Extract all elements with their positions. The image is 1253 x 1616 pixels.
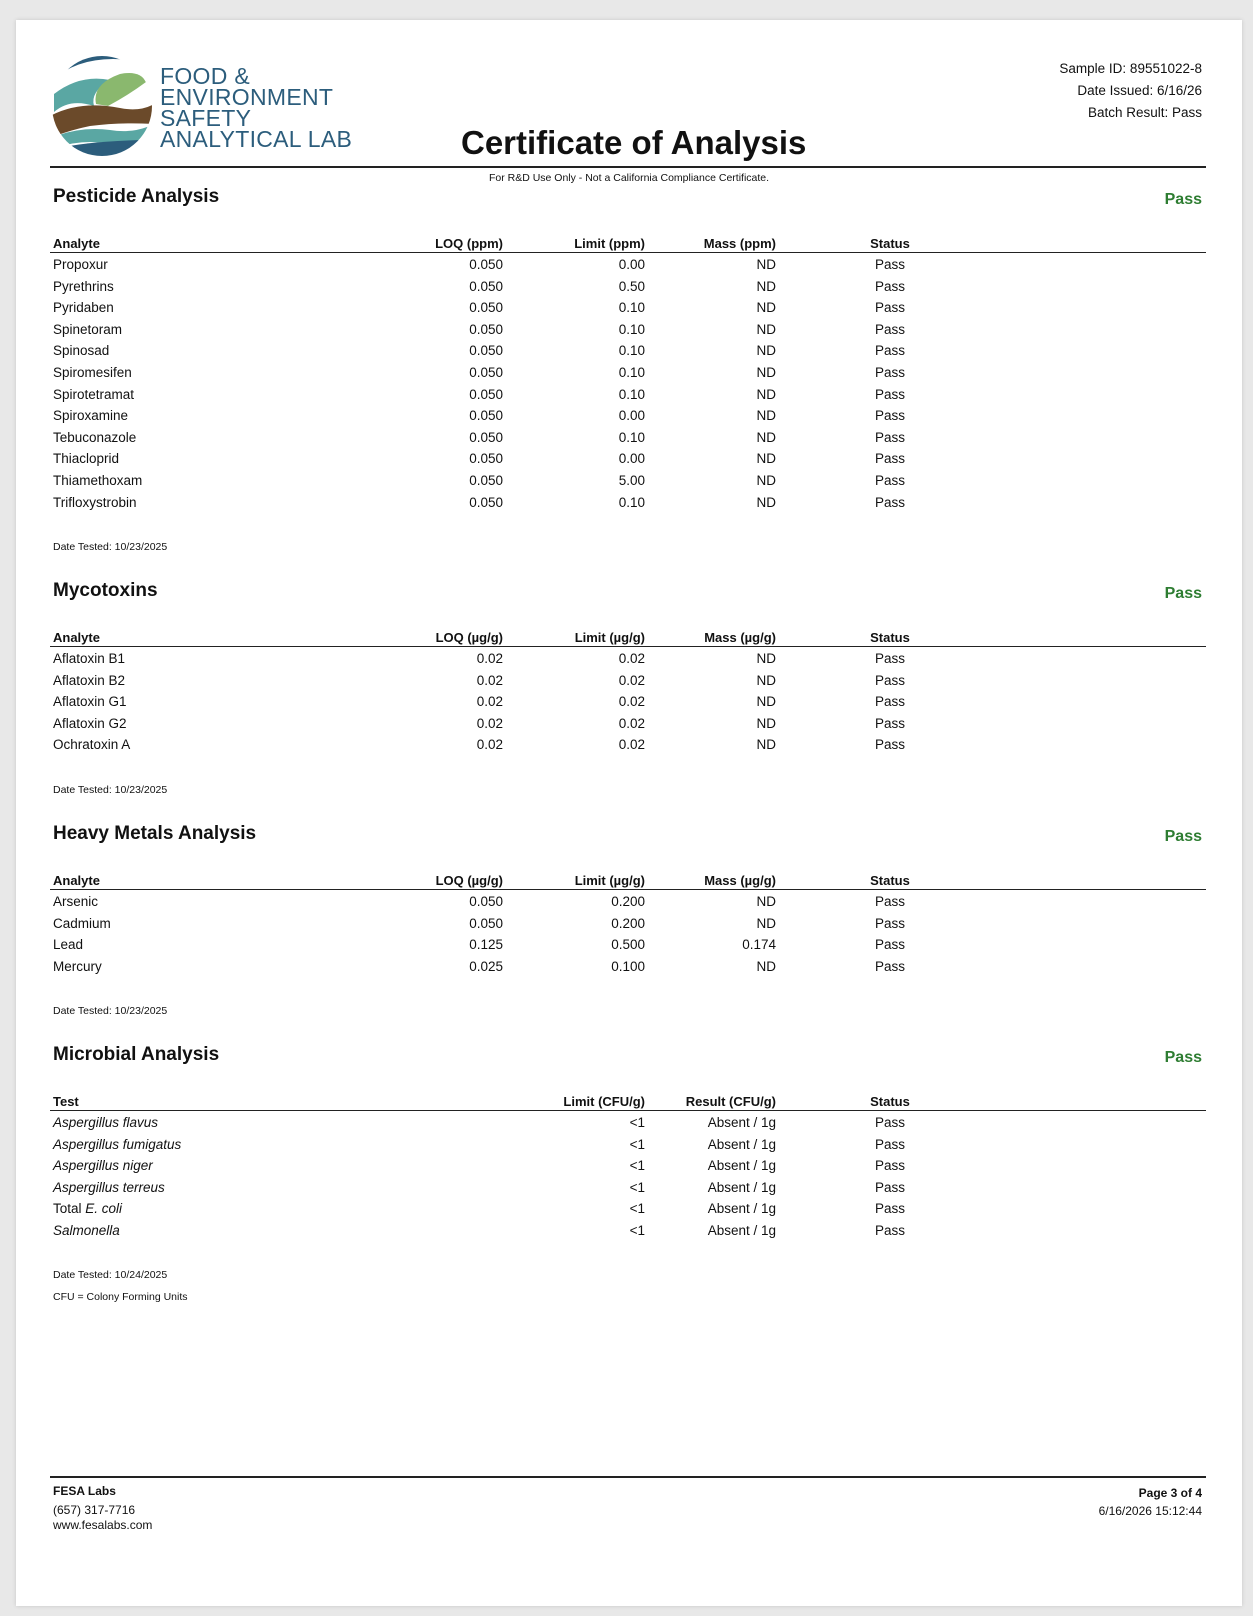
column-header: Status	[870, 630, 910, 645]
analyte-cell: Lead	[53, 937, 84, 953]
pesticide-date-tested: Date Tested: 10/23/2025	[53, 541, 168, 553]
analyte-cell: Propoxur	[53, 257, 108, 272]
loq-cell: 0.02	[476, 651, 503, 666]
column-header: Limit (CFU/g)	[563, 1094, 645, 1109]
analyte-cell: Trifloxystrobin	[53, 494, 137, 510]
document-title: Certificate of Analysis	[461, 124, 807, 161]
mass-cell: ND	[756, 715, 776, 731]
test-name-italic: E. coli	[85, 1201, 123, 1217]
limit-cell: 5.00	[618, 473, 645, 488]
column-header: Limit (µg/g)	[574, 873, 645, 888]
logo-line: SAFETY	[160, 105, 252, 131]
table-row	[50, 1158, 1206, 1180]
test-name-italic: Salmonella	[53, 1223, 120, 1238]
mass-cell: ND	[756, 915, 776, 931]
mass-cell: ND	[756, 257, 776, 272]
limit-cell: 0.02	[618, 694, 645, 710]
limit-cell: 0.10	[618, 321, 645, 337]
loq-cell: 0.050	[469, 408, 503, 424]
status-cell: Pass	[874, 386, 905, 402]
limit-cell: 0.200	[611, 915, 645, 931]
pesticide-section-title: Pesticide Analysis	[53, 186, 220, 207]
status-cell: Pass	[874, 408, 905, 424]
status-cell: Pass	[874, 915, 905, 931]
column-header: Analyte	[53, 630, 100, 645]
mass-cell: ND	[756, 651, 776, 666]
table-row	[50, 495, 1206, 517]
mycotoxins-date-tested: Date Tested: 10/23/2025	[53, 784, 168, 796]
status-cell: Pass	[874, 429, 905, 445]
analyte-cell: Pyrethrins	[53, 278, 114, 294]
loq-cell: 0.050	[469, 386, 503, 402]
status-cell: Pass	[874, 1115, 905, 1130]
table-row	[50, 322, 1206, 344]
footer-divider	[50, 1476, 1206, 1478]
loq-cell: 0.050	[469, 894, 503, 909]
footer-contact	[53, 1484, 152, 1533]
footer-phone: (657) 317-7716	[53, 1503, 136, 1517]
analyte-cell: Ochratoxin A	[53, 737, 131, 753]
loq-cell: 0.050	[469, 494, 503, 510]
limit-cell: <1	[629, 1201, 645, 1217]
mass-cell: ND	[756, 386, 776, 402]
loq-cell: 0.050	[469, 343, 503, 359]
logo-line: ANALYTICAL LAB	[160, 126, 353, 152]
limit-cell: 0.10	[618, 429, 645, 445]
test-name-italic: Aspergillus niger	[53, 1158, 153, 1174]
loq-cell: 0.050	[469, 278, 503, 294]
table-row	[50, 894, 1206, 916]
analyte-cell: Aflatoxin B1	[53, 651, 126, 666]
loq-cell: 0.050	[469, 915, 503, 931]
status-cell: Pass	[874, 737, 905, 753]
heavy-metals-date-tested: Date Tested: 10/23/2025	[53, 1005, 168, 1017]
column-header: Mass (ppm)	[703, 236, 776, 251]
status-cell: Pass	[874, 321, 905, 337]
limit-cell: 0.02	[618, 651, 645, 666]
mass-cell: ND	[756, 321, 776, 337]
status-cell: Pass	[874, 494, 905, 510]
column-header: Result (CFU/g)	[685, 1094, 776, 1109]
limit-cell: 0.02	[618, 672, 645, 688]
loq-cell: 0.050	[469, 365, 503, 380]
table-row	[50, 343, 1206, 365]
status-cell: Pass	[874, 257, 905, 272]
loq-cell: 0.050	[469, 451, 503, 467]
status-cell: Pass	[874, 1158, 905, 1174]
sample-meta	[1059, 58, 1202, 124]
table-row	[50, 365, 1206, 387]
test-cell	[53, 1223, 120, 1238]
mass-cell: ND	[756, 278, 776, 294]
batch-result: Batch Result: Pass	[1087, 105, 1202, 120]
loq-cell: 0.125	[469, 937, 503, 953]
logo-line: FOOD &	[160, 63, 250, 89]
header-divider	[50, 166, 1206, 168]
loq-cell: 0.025	[469, 958, 503, 974]
status-cell: Pass	[874, 672, 905, 688]
microbial-table-header	[50, 1092, 1206, 1111]
mycotoxins-section-result: Pass	[1164, 585, 1202, 602]
status-cell: Pass	[874, 300, 905, 316]
limit-cell: 0.10	[618, 494, 645, 510]
table-row	[50, 1201, 1206, 1223]
limit-cell: 0.10	[618, 365, 645, 380]
loq-cell: 0.050	[469, 321, 503, 337]
loq-cell: 0.050	[469, 257, 503, 272]
mycotoxins-section-title: Mycotoxins	[53, 580, 158, 601]
status-cell: Pass	[874, 365, 905, 380]
mass-cell: ND	[756, 694, 776, 710]
loq-cell: 0.02	[476, 694, 503, 710]
status-cell: Pass	[874, 1136, 905, 1152]
column-header: Limit (ppm)	[574, 236, 645, 251]
limit-cell: <1	[629, 1223, 645, 1238]
microbial-section-title: Microbial Analysis	[53, 1044, 220, 1065]
certificate-page	[16, 20, 1242, 1606]
limit-cell: <1	[629, 1158, 645, 1174]
table-row	[50, 1223, 1206, 1245]
analyte-cell: Tebuconazole	[53, 429, 137, 445]
mass-cell: 0.174	[742, 937, 776, 953]
test-cell	[53, 1158, 153, 1173]
footer-company: FESA Labs	[53, 1484, 116, 1498]
mass-cell: ND	[756, 473, 776, 488]
loq-cell: 0.02	[476, 672, 503, 688]
column-header: Test	[53, 1094, 79, 1109]
column-header: Status	[870, 873, 910, 888]
limit-cell: 0.00	[618, 451, 645, 467]
analyte-cell: Spirotetramat	[53, 386, 135, 402]
status-cell: Pass	[874, 958, 905, 974]
analyte-cell: Spiromesifen	[53, 365, 132, 380]
status-cell: Pass	[874, 451, 905, 467]
mycotoxins-table-header	[50, 628, 1206, 647]
limit-cell: 0.00	[618, 257, 645, 272]
heavy-metals-section-result: Pass	[1164, 828, 1202, 845]
table-row	[50, 430, 1206, 452]
limit-cell: <1	[629, 1179, 645, 1195]
test-cell	[53, 1115, 158, 1130]
mass-cell: ND	[756, 494, 776, 510]
analyte-cell: Thiamethoxam	[53, 473, 143, 488]
page-number: Page 3 of 4	[1138, 1486, 1202, 1500]
test-name-italic: Aspergillus terreus	[53, 1179, 165, 1195]
column-header: Status	[870, 1094, 910, 1109]
column-header: Mass (µg/g)	[704, 873, 776, 888]
heavy-metals-table-header	[50, 871, 1206, 890]
pesticide-section-result: Pass	[1164, 191, 1202, 208]
table-row	[50, 408, 1206, 430]
result-cell: Absent / 1g	[707, 1223, 776, 1238]
lab-logo	[50, 54, 353, 164]
mass-cell: ND	[756, 429, 776, 445]
analyte-cell: Aflatoxin G2	[53, 715, 127, 731]
analyte-cell: Arsenic	[53, 894, 99, 909]
mass-cell: ND	[756, 451, 776, 467]
table-row	[50, 651, 1206, 673]
limit-cell: 0.10	[618, 343, 645, 359]
table-row	[50, 1137, 1206, 1159]
test-name-italic: Aspergillus fumigatus	[53, 1136, 182, 1152]
loq-cell: 0.02	[476, 715, 503, 731]
analyte-cell: Thiacloprid	[53, 451, 120, 467]
table-row	[50, 1115, 1206, 1137]
analyte-cell: Mercury	[53, 958, 102, 974]
column-header: Analyte	[53, 236, 100, 251]
logo-line: ENVIRONMENT	[160, 84, 334, 110]
analyte-cell: Spiroxamine	[53, 408, 129, 424]
table-row	[50, 716, 1206, 738]
limit-cell: 0.02	[618, 737, 645, 753]
table-row	[50, 959, 1206, 981]
loq-cell: 0.050	[469, 429, 503, 445]
status-cell: Pass	[874, 473, 905, 488]
column-header: Mass (µg/g)	[704, 630, 776, 645]
result-cell: Absent / 1g	[707, 1136, 776, 1152]
table-row	[50, 916, 1206, 938]
analyte-cell: Spinosad	[53, 343, 110, 359]
date-issued: Date Issued: 6/16/26	[1077, 83, 1202, 98]
loq-cell: 0.050	[469, 300, 503, 316]
limit-cell: 0.100	[611, 958, 645, 974]
table-row	[50, 473, 1206, 495]
column-header: Limit (µg/g)	[574, 630, 645, 645]
table-row	[50, 387, 1206, 409]
table-row	[50, 937, 1206, 959]
limit-cell: <1	[629, 1115, 645, 1130]
test-name-prefix: Total	[53, 1201, 86, 1217]
analyte-cell: Aflatoxin G1	[53, 694, 127, 710]
status-cell: Pass	[874, 894, 905, 909]
sample-id: Sample ID: 89551022-8	[1059, 61, 1202, 76]
analyte-cell: Spinetoram	[53, 321, 123, 337]
status-cell: Pass	[874, 651, 905, 666]
loq-cell: 0.02	[476, 737, 503, 753]
mass-cell: ND	[756, 300, 776, 316]
status-cell: Pass	[874, 1223, 905, 1238]
table-row	[50, 737, 1206, 759]
limit-cell: 0.10	[618, 300, 645, 316]
table-row	[50, 694, 1206, 716]
microbial-date-tested: Date Tested: 10/24/2025	[53, 1269, 168, 1281]
table-row	[50, 279, 1206, 301]
test-cell	[53, 1180, 165, 1195]
mass-cell: ND	[756, 408, 776, 424]
status-cell: Pass	[874, 343, 905, 359]
footer-website-link[interactable]: www.fesalabs.com	[53, 1518, 153, 1532]
column-header: Analyte	[53, 873, 100, 888]
status-cell: Pass	[874, 1201, 905, 1217]
test-cell	[53, 1137, 181, 1152]
microbial-section-result: Pass	[1164, 1049, 1202, 1066]
result-cell: Absent / 1g	[707, 1179, 776, 1195]
limit-cell: 0.00	[618, 408, 645, 424]
column-header: LOQ (µg/g)	[435, 630, 503, 645]
column-header: LOQ (µg/g)	[435, 873, 503, 888]
pesticide-table-header	[50, 234, 1206, 253]
analyte-cell: Pyridaben	[53, 300, 114, 316]
limit-cell: 0.50	[618, 278, 645, 294]
mass-cell: ND	[756, 672, 776, 688]
mass-cell: ND	[756, 894, 776, 909]
heavy-metals-section-title: Heavy Metals Analysis	[53, 823, 257, 844]
table-row	[50, 257, 1206, 279]
result-cell: Absent / 1g	[707, 1201, 776, 1217]
test-name-italic: Aspergillus flavus	[53, 1115, 159, 1130]
table-row	[50, 1180, 1206, 1202]
status-cell: Pass	[874, 278, 905, 294]
print-timestamp: 6/16/2026 15:12:44	[1098, 1504, 1202, 1518]
mass-cell: ND	[756, 365, 776, 380]
table-row	[50, 673, 1206, 695]
column-header: LOQ (ppm)	[435, 236, 503, 251]
loq-cell: 0.050	[469, 473, 503, 488]
limit-cell: 0.200	[611, 894, 645, 909]
limit-cell: 0.500	[611, 937, 645, 953]
result-cell: Absent / 1g	[707, 1158, 776, 1174]
result-cell: Absent / 1g	[707, 1115, 776, 1130]
limit-cell: 0.02	[618, 715, 645, 731]
lab-logo-wordmark	[160, 63, 353, 152]
status-cell: Pass	[874, 715, 905, 731]
analyte-cell: Cadmium	[53, 915, 111, 931]
disclaimer: For R&D Use Only - Not a California Compliance Certificate.	[488, 172, 770, 184]
mass-cell: ND	[756, 343, 776, 359]
footer-page-info	[1099, 1484, 1202, 1520]
status-cell: Pass	[874, 1179, 905, 1195]
limit-cell: 0.10	[618, 386, 645, 402]
analyte-cell: Aflatoxin B2	[53, 672, 126, 688]
limit-cell: <1	[629, 1136, 645, 1152]
table-row	[50, 451, 1206, 473]
cfu-note: CFU = Colony Forming Units	[53, 1291, 188, 1303]
mass-cell: ND	[756, 958, 776, 974]
status-cell: Pass	[874, 694, 905, 710]
mass-cell: ND	[756, 737, 776, 753]
lab-logo-mark-icon	[50, 54, 154, 158]
table-row	[50, 300, 1206, 322]
status-cell: Pass	[874, 937, 905, 953]
column-header: Status	[870, 236, 910, 251]
test-cell	[53, 1201, 122, 1216]
